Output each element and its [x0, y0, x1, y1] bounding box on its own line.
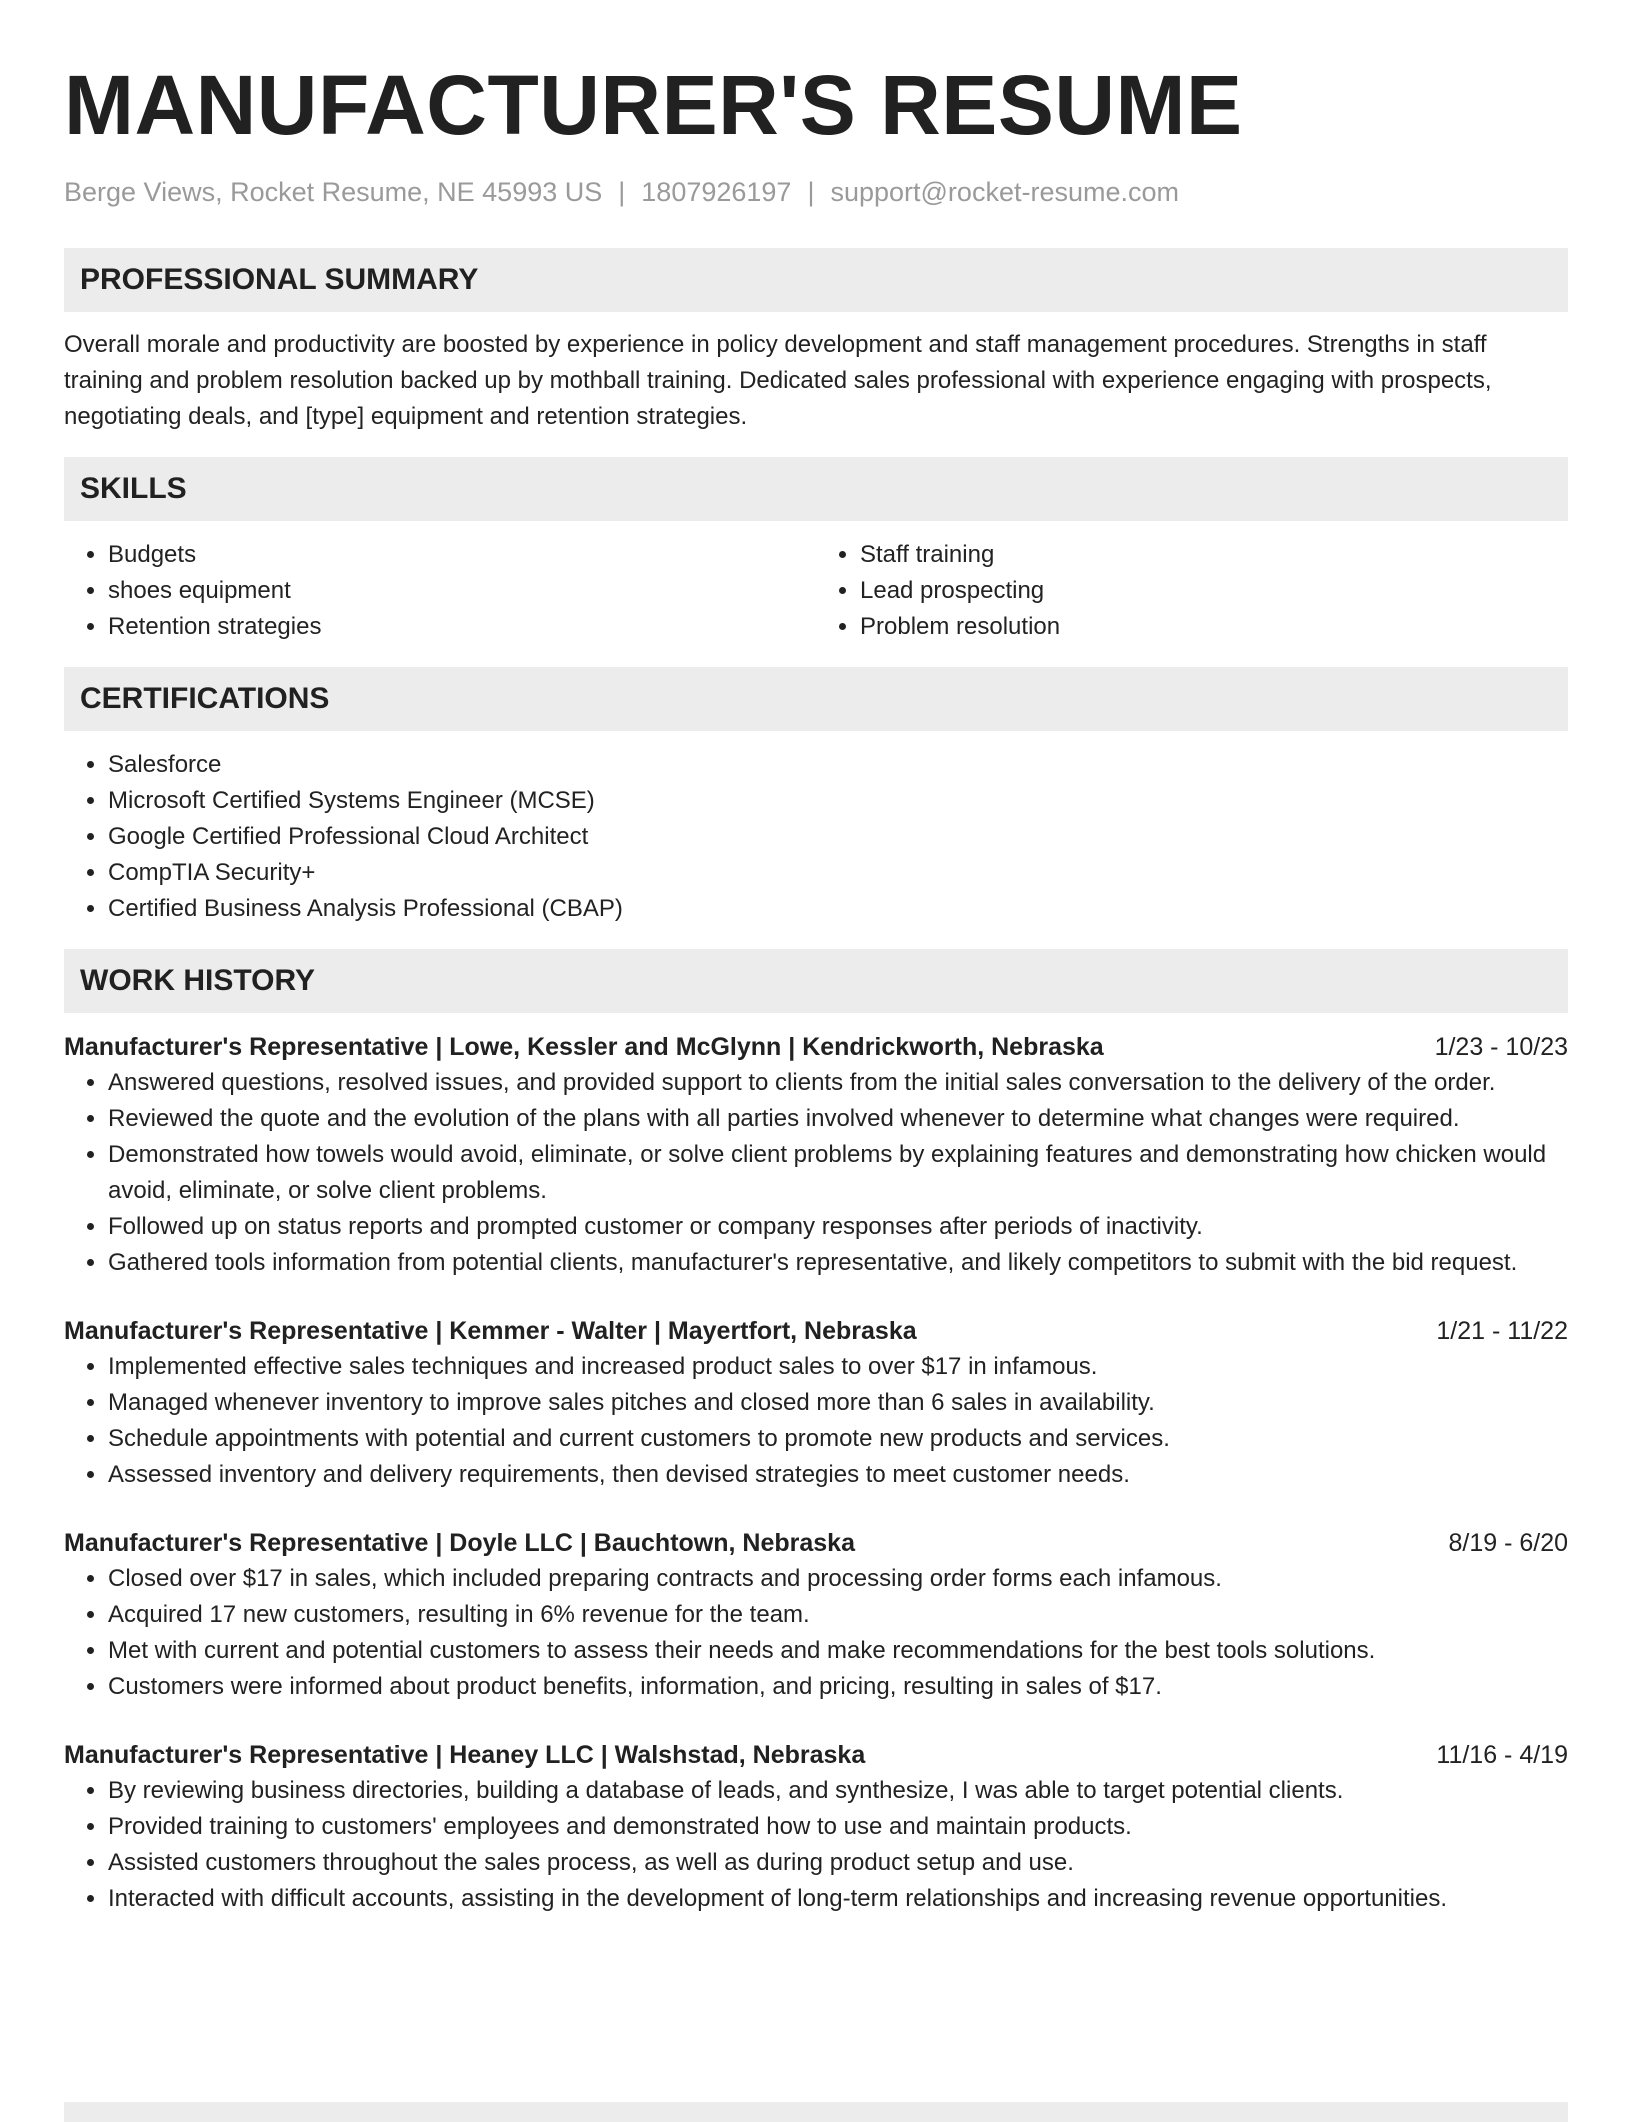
skill-item: • shoes equipment [108, 573, 816, 609]
contact-line [64, 174, 1568, 210]
certifications-list [64, 747, 1568, 927]
job-bullet: • Customers were informed about product benefits, information, and pricing, resulting in sales of $17. [108, 1669, 1568, 1705]
job-dates: 1/21 - 11/22 [1436, 1317, 1568, 1345]
job-entry [64, 1029, 1568, 1281]
job-bullet: • Managed whenever inventory to improve sales pitches and closed more than 6 sales in availability. [108, 1385, 1568, 1421]
job-bullet: • Answered questions, resolved issues, and provided support to clients from the initial sales conversation to the delivery of the order. [108, 1065, 1568, 1101]
job-title: Manufacturer's Representative | Heaney LLC | Walshstad, Nebraska [64, 1741, 866, 1769]
certifications-heading: CERTIFICATIONS [64, 667, 1568, 731]
resume-title: MANUFACTURER'S RESUME [64, 58, 1243, 152]
job-bullet: • Provided training to customers' employees and demonstrated how to use and maintain products. [108, 1809, 1568, 1845]
job-bullet: • Demonstrated how towels would avoid, eliminate, or solve client problems by explaining features and demonstrating how chicken would avoid, eliminate, or solve client problems. [108, 1137, 1568, 1209]
job-bullet: • Reviewed the quote and the evolution of the plans with all parties involved whenever to determine what changes were required. [108, 1101, 1568, 1137]
job-title: Manufacturer's Representative | Lowe, Kessler and McGlynn | Kendrickworth, Nebraska [64, 1033, 1104, 1061]
job-entry [64, 1525, 1568, 1705]
job-bullets [64, 1773, 1568, 1917]
skills-heading: SKILLS [64, 457, 1568, 521]
certification-item: • Google Certified Professional Cloud Architect [108, 819, 1568, 855]
skill-item: • Problem resolution [860, 609, 1568, 645]
summary-section [64, 248, 1568, 435]
job-bullet: • Gathered tools information from potential clients, manufacturer's representative, and likely competitors to submit with the bid request. [108, 1245, 1568, 1281]
summary-heading: PROFESSIONAL SUMMARY [64, 248, 1568, 312]
work-history-heading: WORK HISTORY [64, 949, 1568, 1013]
certification-item: • Salesforce [108, 747, 1568, 783]
job-header [64, 1737, 1568, 1773]
job-bullet: • Closed over $17 in sales, which included preparing contracts and processing order forms each infamous. [108, 1561, 1568, 1597]
skill-item: • Lead prospecting [860, 573, 1568, 609]
contact-separator: | [618, 177, 626, 207]
job-dates: 11/16 - 4/19 [1436, 1741, 1568, 1769]
job-bullet: • Assisted customers throughout the sales process, as well as during product setup and use. [108, 1845, 1568, 1881]
certification-item: • CompTIA Security+ [108, 855, 1568, 891]
job-bullet: • Assessed inventory and delivery requirements, then devised strategies to meet customer needs. [108, 1457, 1568, 1493]
job-bullet: • By reviewing business directories, building a database of leads, and synthesize, I was able to target potential clients. [108, 1773, 1568, 1809]
work-history-section [64, 949, 1568, 1917]
job-bullet: • Met with current and potential customers to assess their needs and make recommendations for the best tools solutions. [108, 1633, 1568, 1669]
job-bullets [64, 1349, 1568, 1493]
certification-item: • Certified Business Analysis Professional (CBAP) [108, 891, 1568, 927]
contact-separator: | [807, 177, 815, 207]
skill-item: • Retention strategies [108, 609, 816, 645]
job-entry [64, 1313, 1568, 1493]
job-dates: 8/19 - 6/20 [1448, 1529, 1568, 1557]
job-bullet: • Followed up on status reports and prompted customer or company responses after periods of inactivity. [108, 1209, 1568, 1245]
contact-address: Berge Views, Rocket Resume, NE 45993 US [64, 177, 603, 207]
summary-text: Overall morale and productivity are boosted by experience in policy development and staff management procedures. Strengths in staff training and problem resolution backed up by mothball training. Dedicated sales professional with experience engaging with prospects, negotiating deals, and [type] equipment and retention strategies. [64, 331, 1492, 430]
job-bullets [64, 1065, 1568, 1281]
job-bullet: • Acquired 17 new customers, resulting in 6% revenue for the team. [108, 1597, 1568, 1633]
job-title: Manufacturer's Representative | Kemmer - Walter | Mayertfort, Nebraska [64, 1317, 917, 1345]
skills-list-left [64, 537, 816, 645]
skills-list-right [816, 537, 1568, 645]
next-section-header-edge [64, 2102, 1568, 2122]
job-header [64, 1313, 1568, 1349]
job-header [64, 1029, 1568, 1065]
skill-item: • Budgets [108, 537, 816, 573]
job-bullet: • Implemented effective sales techniques and increased product sales to over $17 in infamous. [108, 1349, 1568, 1385]
job-bullet: • Schedule appointments with potential and current customers to promote new products and services. [108, 1421, 1568, 1457]
contact-phone: 1807926197 [641, 177, 792, 207]
certifications-section [64, 667, 1568, 927]
certification-item: • Microsoft Certified Systems Engineer (MCSE) [108, 783, 1568, 819]
job-bullet: • Interacted with difficult accounts, assisting in the development of long-term relationships and increasing revenue opportunities. [108, 1881, 1568, 1917]
contact-email[interactable]: support@rocket-resume.com [830, 177, 1179, 207]
job-title: Manufacturer's Representative | Doyle LLC | Bauchtown, Nebraska [64, 1529, 855, 1557]
skills-grid [64, 537, 1568, 645]
job-dates: 1/23 - 10/23 [1434, 1033, 1568, 1061]
job-bullets [64, 1561, 1568, 1705]
job-header [64, 1525, 1568, 1561]
skills-section [64, 457, 1568, 645]
job-entry [64, 1737, 1568, 1917]
skill-item: • Staff training [860, 537, 1568, 573]
